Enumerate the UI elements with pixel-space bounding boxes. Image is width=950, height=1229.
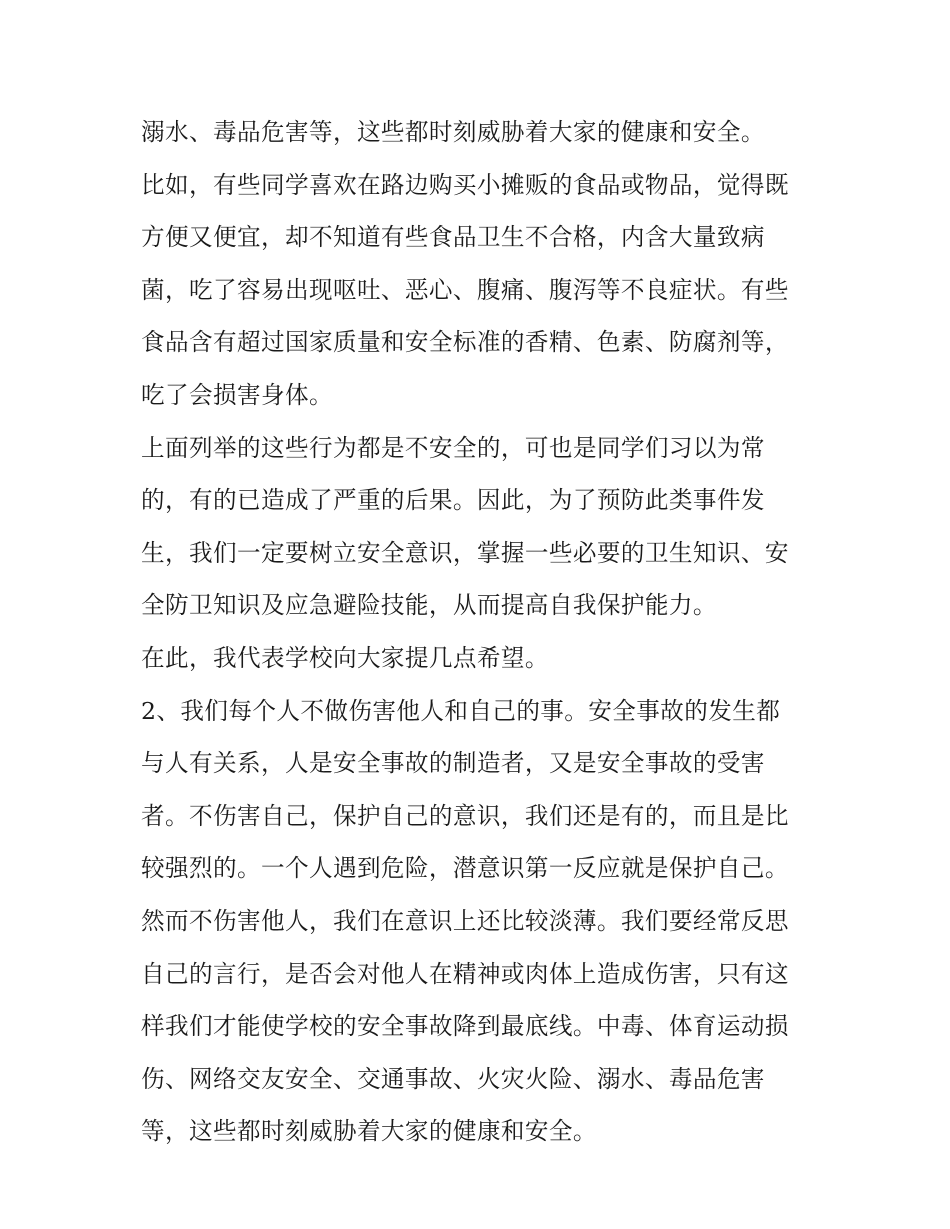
- text-line: 然而不伤害他人，我们在意识上还比较淡薄。我们要经常反思: [141, 906, 789, 935]
- text-line: 食品含有超过国家质量和安全标准的香精、色素、防腐剂等，: [141, 328, 789, 357]
- text-line: 菌，吃了容易出现呕吐、恶心、腹痛、腹泻等不良症状。有些: [141, 275, 789, 304]
- text-line: 生，我们一定要树立安全意识，掌握一些必要的卫生知识、安: [141, 538, 789, 567]
- text-line: 吃了会损害身体。: [141, 380, 333, 409]
- text-line: 全防卫知识及应急避险技能，从而提高自我保护能力。: [141, 591, 717, 620]
- text-line: 伤、网络交友安全、交通事故、火灾火险、溺水、毒品危害: [141, 1064, 765, 1093]
- text-line: 自己的言行，是否会对他人在精神或肉体上造成伤害，只有这: [141, 959, 789, 988]
- text-line: 在此，我代表学校向大家提几点希望。: [141, 643, 549, 672]
- text-line: 方便又便宜，却不知道有些食品卫生不合格，内含大量致病: [141, 223, 765, 252]
- text-line: 比如，有些同学喜欢在路边购买小摊贩的食品或物品，觉得既: [141, 170, 789, 199]
- text-line: 较强烈的。一个人遇到危险，潜意识第一反应就是保护自己。: [141, 854, 789, 883]
- text-line: 样我们才能使学校的安全事故降到最底线。中毒、体育运动损: [141, 1012, 789, 1041]
- text-line: 上面列举的这些行为都是不安全的，可也是同学们习以为常: [141, 433, 765, 462]
- body-text: [141, 106, 813, 1158]
- text-line: 者。不伤害自己，保护自己的意识，我们还是有的，而且是比: [141, 801, 789, 830]
- text-line: 2、我们每个人不做伤害他人和自己的事。安全事故的发生都: [141, 696, 781, 725]
- text-line: 溺水、毒品危害等，这些都时刻威胁着大家的健康和安全。: [141, 118, 765, 146]
- text-line: 等，这些都时刻威胁着大家的健康和安全。: [141, 1117, 597, 1146]
- text-line: 与人有关系，人是安全事故的制造者，又是安全事故的受害: [141, 749, 765, 778]
- text-line: 的，有的已造成了严重的后果。因此，为了预防此类事件发: [141, 486, 765, 515]
